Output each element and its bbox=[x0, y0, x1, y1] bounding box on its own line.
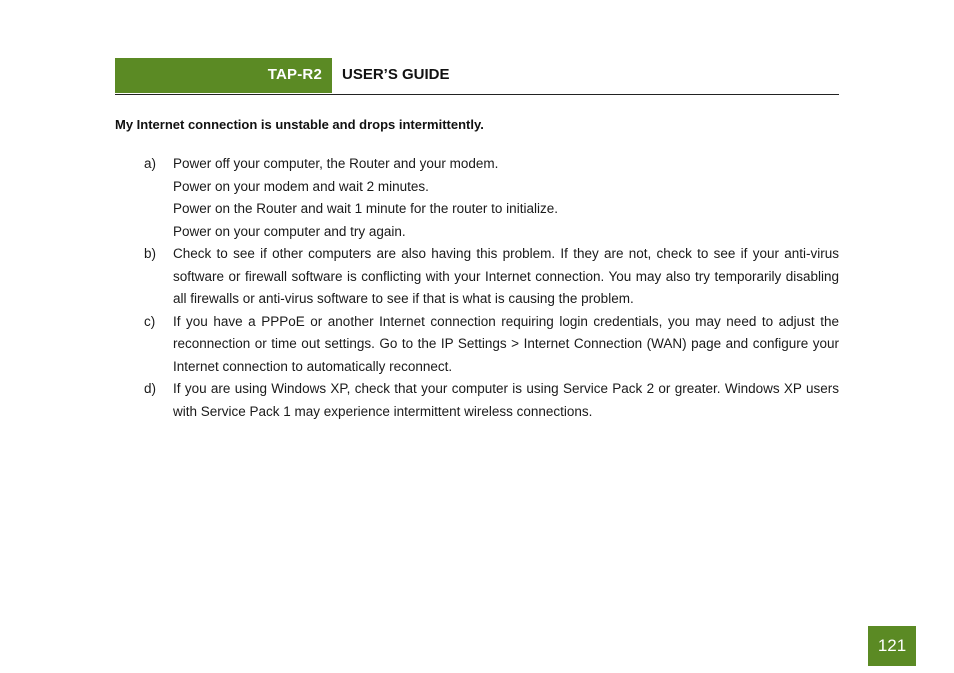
step-marker: c) bbox=[144, 313, 156, 329]
step-b bbox=[115, 243, 839, 311]
step-c bbox=[115, 311, 839, 379]
step-line: Power on your modem and wait 2 minutes. bbox=[173, 178, 429, 194]
step-marker: d) bbox=[144, 381, 157, 396]
troubleshooting-steps bbox=[115, 153, 839, 423]
product-name: TAP-R2 bbox=[267, 66, 322, 83]
step-marker: a) bbox=[144, 156, 157, 171]
step-marker: b) bbox=[144, 246, 157, 261]
page-number: 121 bbox=[868, 626, 916, 666]
section-heading: My Internet connection is unstable and drops intermittently. bbox=[115, 117, 484, 132]
guide-title: USER’S GUIDE bbox=[342, 66, 450, 83]
header-product-block bbox=[115, 58, 332, 93]
step-a bbox=[115, 153, 839, 243]
step-line: Power off your computer, the Router and your modem. bbox=[173, 156, 499, 171]
page-header bbox=[115, 58, 839, 95]
step-text: If you have a PPPoE or another Internet connection requiring login credentials, you may need to adjust the reconnection or time out settings. Go to the IP Settings > Internet Connection (WAN) page and configure your Internet connection to automatically reconnect. bbox=[173, 313, 839, 374]
step-line: Power on the Router and wait 1 minute for the router to initialize. bbox=[173, 201, 558, 216]
step-text: If you are using Windows XP, check that your computer is using Service Pack 2 or greater. Windows XP users with Service Pack 1 may experience intermittent wireless connections. bbox=[173, 381, 839, 419]
step-text: Check to see if other computers are also having this problem. If they are not, check to see if your anti-virus software or firewall software is conflicting with your Internet connection. You may also try temporarily disabling all firewalls or anti-virus software to see if that is what is causing the problem. bbox=[173, 246, 839, 306]
step-line: Power on your computer and try again. bbox=[173, 223, 406, 239]
step-d bbox=[115, 378, 839, 423]
